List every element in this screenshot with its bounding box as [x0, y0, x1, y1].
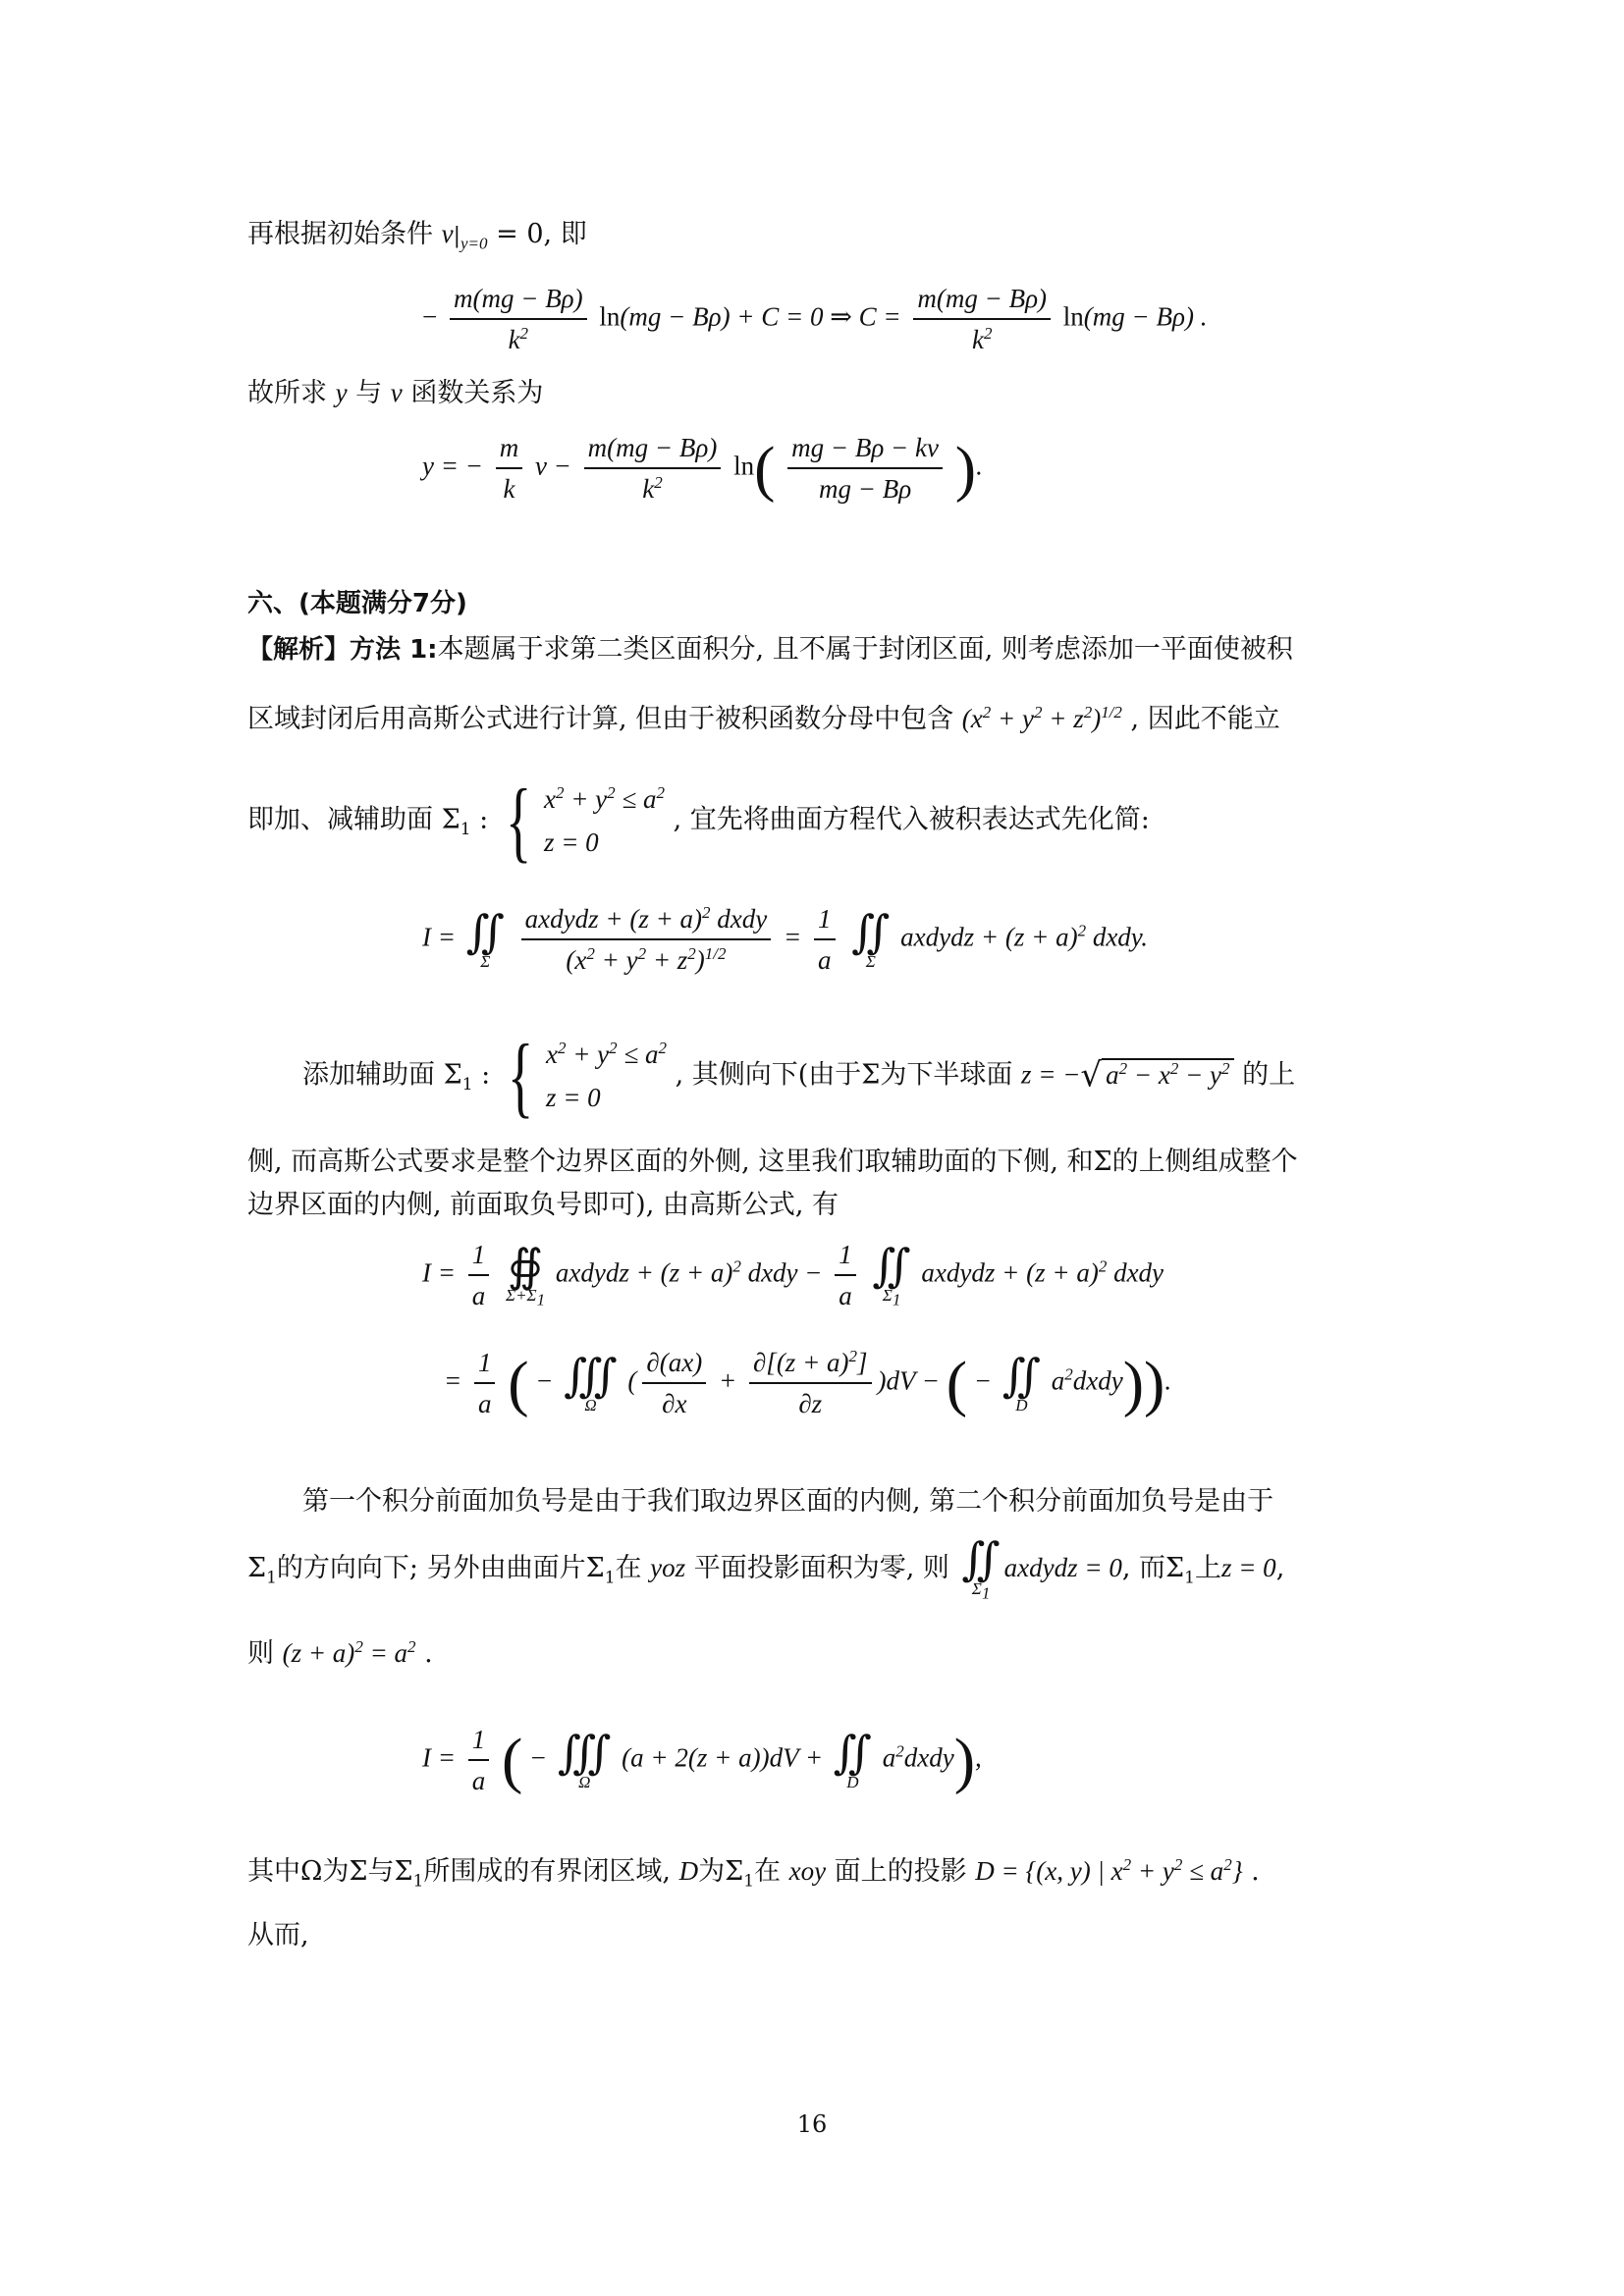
equation-y-v: y = − $\frac{m}{k}$ v − $\frac{m(mg - B\rho)}{k^2}$ ln( $\frac{mg - B\rho - kv}{mg - B\rho}$ ). — [422, 433, 983, 505]
analysis-line-9: 则 $(z + a)^2 = a^2$ . — [247, 1637, 433, 1669]
analysis-line-10: 其中Ω为Σ与$\Sigma_1$所围成的有界闭区域, D为$\Sigma_1$在 xoy 面上的投影 D = {(x, y) | $x^2 + y^2 \le a^2$} . — [247, 1855, 1260, 1892]
analysis-line-11: 从而, — [247, 1920, 309, 1950]
page-number: 16 — [796, 2110, 828, 2138]
question-heading: 六、(本题满分7分) — [247, 589, 467, 618]
analysis-line-3: 即加、减辅助面 $\Sigma_1$ : { $x^2 + y^2 \le a^2$ z = 0 , 宜先将曲面方程代入被积表达式先化简: — [247, 771, 1150, 871]
equation-I-reduced: I = $\frac{1}{a}$ ( − ∭ Ω (a + 2(z + a))dV + ∬ D $a^2dxdy$), — [422, 1725, 982, 1796]
equation-gauss-1: I = $\frac{1}{a}$ ∯ $\Sigma+\Sigma_1$ axdydz + $(z + a)^2$ dxdy − $\frac{1}{a}$ ∬ $\Sigma_1$ axdydz + $(z + a)^2$ dxdy — [422, 1240, 1164, 1311]
equation-gauss-2: = $\frac{1}{a}$ ( − ∭ Ω ( $\frac{\partial(ax)}{\partial x}$ + $\frac{\partial[(z + a)^2]}{\partial z}$ )dV − ( − ∬ D $a^2dxdy$)). — [444, 1347, 1172, 1419]
analysis-line-1: 【解析】方法 1:本题属于求第二类区面积分, 且不属于封闭区面, 则考虑添加一平面使被积 — [247, 634, 1293, 665]
equation-I-simplify: I = ∬ Σ $\frac{axdydz + (z + a)^2 dxdy}{(x^2 + y^2 + z^2)^{1/2}}$ = $\frac{1}{a}$ ∬ Σ axdydz + $(z + a)^2$ dxdy. — [422, 903, 1149, 976]
analysis-line-6: 边界区面的内侧, 前面取负号即可), 由高斯公式, 有 — [247, 1190, 839, 1220]
analysis-line-4: 添加辅助面 $\Sigma_1$ : { $x^2 + y^2 \le a^2$ z = 0 , 其侧向下(由于Σ为下半球面 z = −√ $a^2 - x^2 - y^2$ 的上 — [302, 1026, 1296, 1126]
equation-constant: − $\frac{m(mg - B\rho)}{k^2}$ ln(mg − Bρ) + C = 0 ⇒ C = $\frac{m(mg - B\rho)}{k^2}$ ln(mg − Bρ) . — [422, 284, 1208, 355]
initial-condition-line: 再根据初始条件 $v|_{y=0} = 0$, 即 — [247, 219, 587, 253]
analysis-line-2: 区域封闭后用高斯公式进行计算, 但由于被积函数分母中包含 $(x^2 + y^2 + z^2)^{1/2}$ , 因此不能立 — [247, 703, 1280, 734]
analysis-line-7: 第一个积分前面加负号是由于我们取边界区面的内侧, 第二个积分前面加负号是由于 — [302, 1486, 1274, 1517]
analysis-line-5: 侧, 而高斯公式要求是整个边界区面的外侧, 这里我们取辅助面的下侧, 和Σ的上侧组成整个 — [247, 1147, 1298, 1177]
analysis-line-8: $\Sigma_1$的方向向下; 另外由曲面片$\Sigma_1$在 yoz 平面投影面积为零, 则 ∬ $\Sigma_1$ axdydz = 0, 而$\Sigma_1$上z = 0, — [247, 1534, 1285, 1603]
relation-line: 故所求 y 与 v 函数关系为 — [247, 378, 544, 408]
